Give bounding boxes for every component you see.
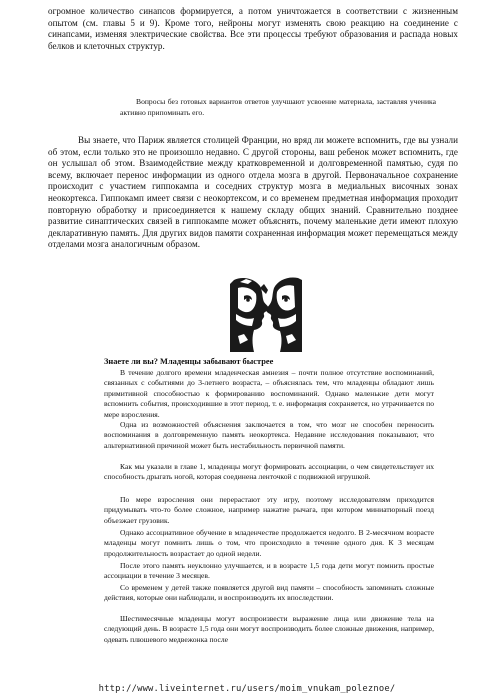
two-faces-illustration xyxy=(230,274,302,352)
box-paragraph: В течение долгого времени младенческая амнезия – почти полное отсутствие воспоминаний, связанных с событиями до 3-летнего возраста, – объяснялась тем, что младенцы обладают лишь примитивной способностью к формированию воспоминаний. Однако маленькие дети могут вспомнить события, происходившие в этот период, т. е. информация сохраняется, но утрачивается по мере взросления. xyxy=(104,368,434,419)
paragraph-intro: огромное количество синапсов формируется, а потом уничтожается в соответствии с жизненным опытом (см. главы 5 и 9). Кроме того, нейроны могут изменять свою реакцию на соединение с синапсами, изменяя электрические свойства. Все эти процессы требуют образования и распада новых белков и клеточных структур. xyxy=(48,6,458,51)
source-url-link[interactable]: http://www.liveinternet.ru/users/moim_vnukam_poleznoe/ xyxy=(98,684,396,694)
box-paragraph: Одна из возможностей объяснения заключается в том, что мозг не способен переносить воспоминания в долговременную память неокортекса. Недавние исследования показывают, что альтернативной причиной может быть нестабильность первичной памяти. xyxy=(104,420,434,450)
box-paragraph: Шестимесячные младенцы могут воспроизвести выражение лица или движение тела на следующий день. В возрасте 1,5 года они могут воспроизводить более сложные движения, например, одевать плюшевого медвежонка после xyxy=(104,614,434,644)
margin-note: Вопросы без готовых вариантов ответов улучшают усвоение материала, заставляя ученика активно припоминать его. xyxy=(120,97,436,117)
box-paragraph: По мере взросления они перерастают эту игру, поэтому исследователям приходится придумывать что-то более сложное, например нажатие рычага, при котором миниатюрный поезд объезжает грузовик. xyxy=(104,495,434,525)
box-paragraph: Как мы указали в главе 1, младенцы могут формировать ассоциации, о чем свидетельствует их способность дрыгать ногой, которая соединена ленточкой с подвижной игрушкой. xyxy=(104,462,434,482)
box-paragraph: Со временем у детей также появляется другой вид памяти – способность запоминать сложные действия, которые они наблюдали, и воспроизводить их впоследствии. xyxy=(104,583,434,603)
sidebar-box-title: Знаете ли вы? Младенцы забывают быстрее xyxy=(104,357,274,366)
paragraph-memory: Вы знаете, что Париж является столицей Франции, но вряд ли можете вспомнить, где вы узнали об этом, если только это не произошло недавно. С другой стороны, ваш ребенок может вспомнить, где он услышал об этом. Взаимодействие между кратковременной и долговременной памятью, судя по всему, включает перенос информации из одного отдела мозга в другой. Первоначальное сохранение происходит с участием гиппокампа и соседних структур мозга в медиальных височных зонах неокортекса. Гиппокамп имеет связи с неокортексом, и со временем предметная информация проходит повторную обработку и присоединяется к нашему складу общих знаний. Сравнительно позднее развитие синаптических связей в гиппокампе может объяснять, почему маленькие дети имеют плохую декларативную память. Для других видов памяти сохраненная информация может перемещаться между отделами мозга аналогичным образом. xyxy=(48,135,458,250)
box-paragraph: Однако ассоциативное обучение в младенчестве продолжается недолго. В 2-месячном возрасте младенцы могут помнить лишь о том, что происходило в течение одного дня. К 3 месяцам продолжительность возрастает до одной недели. xyxy=(104,528,434,558)
box-paragraph: После этого память неуклонно улучшается, и в возрасте 1,5 года дети могут помнить простые ассоциации в течение 3 месяцев. xyxy=(104,561,434,581)
